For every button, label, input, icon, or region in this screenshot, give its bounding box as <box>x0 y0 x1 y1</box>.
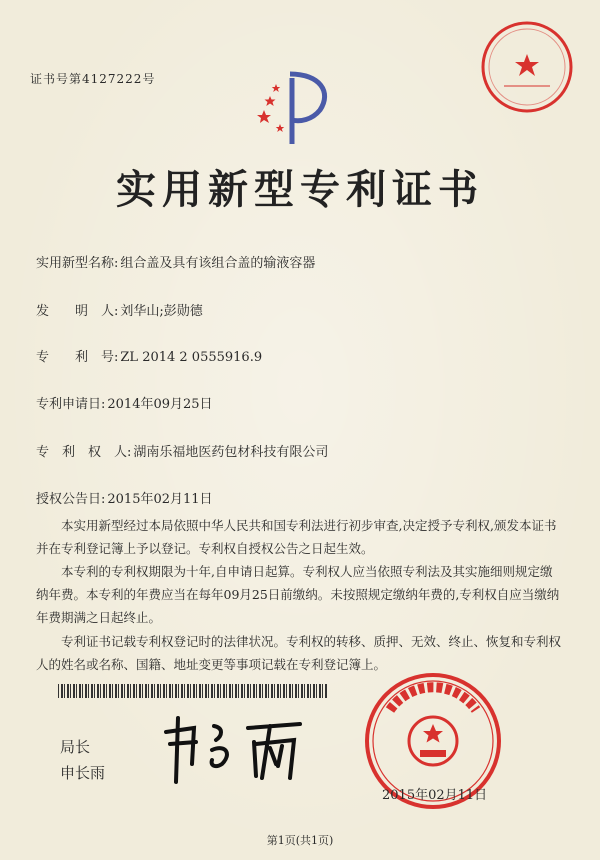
field-inventor <box>36 300 203 319</box>
page-indicator: 第1页(共1页) <box>266 834 334 847</box>
field-label: 实用新型名称: <box>36 256 119 271</box>
seal-date: 2015年02月11日 <box>382 788 488 803</box>
field-value: 2015年02月11日 <box>107 492 213 507</box>
field-application-date <box>36 393 213 412</box>
field-value: 湖南乐福地医药包材科技有限公司 <box>133 445 329 460</box>
field-patentee <box>36 441 328 460</box>
certificate-number: 证书号第4127222号 <box>30 72 156 86</box>
field-label: 专 利 号: <box>36 350 119 365</box>
certificate-title: 实用新型专利证书 <box>116 166 484 213</box>
body-paragraph: 专利证书记载专利权登记时的法律状况。专利权的转移、质押、无效、终止、恢复和专利权人的姓名或名称、国籍、地址变更等事项记载在专利登记簿上。 <box>36 634 562 672</box>
body-paragraph: 本实用新型经过本局依照中华人民共和国专利法进行初步审查,决定授予专利权,颁发本证书并在专利登记簿上予以登记。专利权自授权公告之日起生效。 <box>36 518 557 556</box>
agency-stamp <box>478 18 576 116</box>
field-label: 授权公告日: <box>36 492 106 507</box>
signature-image <box>160 714 310 788</box>
barcode <box>58 684 328 698</box>
field-label: 专利申请日: <box>36 397 106 412</box>
director-name: 申长雨 <box>60 764 106 782</box>
field-label: 专 利 权 人: <box>36 445 132 460</box>
field-value: 组合盖及具有该组合盖的输液容器 <box>120 256 316 271</box>
body-paragraph: 本专利的专利权期限为十年,自申请日起算。专利权人应当依照专利法及其实施细则规定缴纳年费。本专利的年费应当在每年09月25日前缴纳。未按照规定缴纳年费的,专利权自应当缴纳年费期满之日起终止。 <box>36 564 560 625</box>
field-value: ZL 2014 2 0555916.9 <box>120 350 263 365</box>
field-grant-announcement-date <box>36 488 213 507</box>
field-patent-number <box>36 346 262 365</box>
cnipa-emblem <box>250 70 340 150</box>
director-title: 局长 <box>60 738 91 756</box>
field-label: 发 明 人: <box>36 304 119 319</box>
field-value: 2014年09月25日 <box>107 397 213 412</box>
field-value: 刘华山;彭勋德 <box>120 304 203 319</box>
field-utility-model-name <box>36 252 315 271</box>
